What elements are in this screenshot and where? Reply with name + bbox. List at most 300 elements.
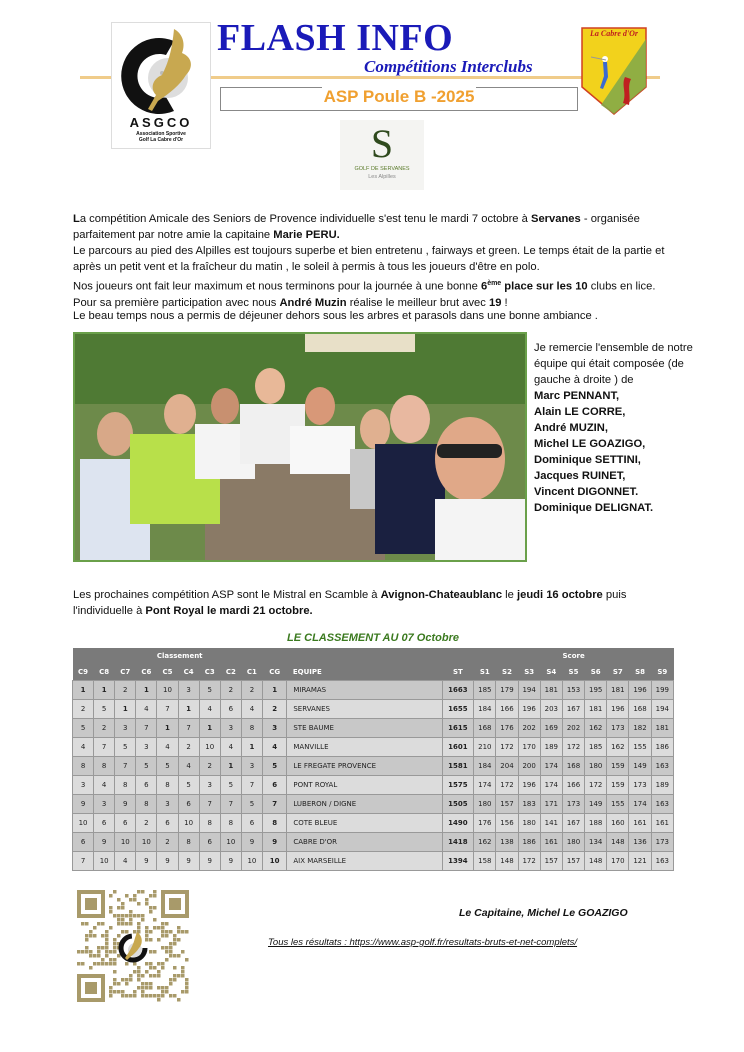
cell-round-rank: 6 (178, 795, 199, 814)
next-date-1: jeudi 16 octobre (516, 589, 603, 601)
team-thanks (534, 340, 709, 516)
cell-score: 186 (651, 738, 673, 757)
cell-score: 186 (518, 833, 540, 852)
cell-round-rank: 5 (115, 738, 136, 757)
table-row (73, 700, 674, 719)
cell-round-rank: 10 (157, 681, 178, 700)
cell-score: 172 (585, 776, 607, 795)
cell-overall-rank: 7 (262, 795, 286, 814)
next-text: le (502, 589, 517, 601)
ranking-table (72, 648, 674, 871)
cell-score: 210 (474, 738, 496, 757)
cell-round-rank: 10 (220, 833, 241, 852)
col-header-c1: C1 (241, 664, 262, 681)
col-header-c5: C5 (157, 664, 178, 681)
cell-round-rank: 3 (115, 719, 136, 738)
cell-round-rank: 9 (115, 795, 136, 814)
group-classement: Classement (73, 648, 287, 664)
cell-round-rank: 3 (157, 795, 178, 814)
player-name: Dominique DELIGNAT. (534, 502, 654, 514)
cell-round-rank: 1 (136, 681, 157, 700)
cell-total: 1418 (442, 833, 474, 852)
cell-team: LUBERON / DIGNE (287, 795, 442, 814)
captain-name: Marie PERU. (273, 229, 340, 241)
cell-score: 173 (651, 833, 673, 852)
cell-score: 181 (585, 700, 607, 719)
player-name: Alain LE CORRE, (534, 406, 626, 418)
cell-total: 1394 (442, 852, 474, 871)
qr-code[interactable] (77, 890, 189, 1002)
col-header-s4: S4 (540, 664, 562, 681)
cell-score: 162 (585, 719, 607, 738)
cell-score: 204 (496, 757, 518, 776)
cell-score: 138 (496, 833, 518, 852)
cell-team: LE FREGATE PROVENCE (287, 757, 442, 776)
cell-score: 184 (474, 700, 496, 719)
cell-score: 162 (607, 738, 629, 757)
col-header-s6: S6 (585, 664, 607, 681)
cell-round-rank: 3 (136, 738, 157, 757)
place-text: place sur les 10 (501, 280, 588, 293)
qr-code-icon (77, 890, 189, 1002)
intro-paragraph-4: Le beau temps nous a permis de déjeuner dehors sous les arbres et parasols dans une bonne ambiance . (73, 310, 598, 322)
group-spacer (287, 648, 474, 664)
col-header-c7: C7 (115, 664, 136, 681)
cell-round-rank: 8 (94, 757, 115, 776)
cell-team: MIRAMAS (287, 681, 442, 700)
cell-round-rank: 1 (94, 681, 115, 700)
cell-score: 176 (496, 719, 518, 738)
col-header-cg: CG (262, 664, 286, 681)
best-player: André Muzin (279, 296, 347, 309)
cell-round-rank: 3 (241, 757, 262, 776)
intro-paragraph-2: Le parcours au pied des Alpilles est toujours superbe et bien entretenu , fairways et green. Le temps était de la partie et après un petit vent et la fraîcheur du matin , le soleil à permis à tous les joueurs d'être en polo. (73, 245, 665, 273)
cell-round-rank: 8 (136, 795, 157, 814)
cell-score: 180 (562, 833, 584, 852)
cell-score: 180 (474, 795, 496, 814)
cell-round-rank: 6 (73, 833, 94, 852)
cell-round-rank: 8 (115, 776, 136, 795)
player-name: Jacques RUINET, (534, 470, 626, 482)
cell-score: 149 (585, 795, 607, 814)
cell-round-rank: 6 (220, 700, 241, 719)
col-header-total: ST (442, 664, 474, 681)
cell-round-rank: 2 (94, 719, 115, 738)
cell-round-rank: 9 (136, 852, 157, 871)
next-venue-1: Avignon-Chateaublanc (380, 589, 503, 601)
servanes-s-icon: S (370, 121, 394, 166)
captain-signature: Le Capitaine, Michel Le GOAZIGO (459, 907, 628, 919)
intro-paragraph-1 (73, 211, 673, 243)
table-row (73, 681, 674, 700)
drop-initial: L (73, 213, 80, 225)
cell-team: PONT ROYAL (287, 776, 442, 795)
cell-round-rank: 7 (178, 719, 199, 738)
cell-score: 172 (496, 738, 518, 757)
cell-round-rank: 1 (178, 700, 199, 719)
cell-round-rank: 2 (115, 681, 136, 700)
cell-score: 166 (562, 776, 584, 795)
cell-score: 167 (562, 700, 584, 719)
venue-name: Servanes (530, 213, 581, 225)
cell-round-rank: 6 (115, 814, 136, 833)
cell-score: 167 (562, 814, 584, 833)
cell-overall-rank: 8 (262, 814, 286, 833)
cell-round-rank: 2 (220, 681, 241, 700)
table-row (73, 814, 674, 833)
cell-round-rank: 10 (199, 738, 220, 757)
col-header-c6: C6 (136, 664, 157, 681)
col-header-s5: S5 (562, 664, 584, 681)
cell-round-rank: 4 (136, 700, 157, 719)
ranking-body (73, 681, 674, 871)
cell-score: 157 (562, 852, 584, 871)
cell-round-rank: 7 (241, 776, 262, 795)
cell-overall-rank: 9 (262, 833, 286, 852)
next-text: puis l'individuelle à (73, 589, 627, 617)
cell-score: 148 (496, 852, 518, 871)
cell-score: 168 (474, 719, 496, 738)
intro-paragraph-3 (73, 276, 673, 311)
cell-score: 176 (474, 814, 496, 833)
cell-round-rank: 5 (241, 795, 262, 814)
cell-round-rank: 9 (220, 852, 241, 871)
thanks-text: Je remercie l'ensemble de notre équipe qui était composée (de gauche à droite ) de (534, 342, 693, 386)
group-score: Score (474, 648, 674, 664)
cell-team: COTE BLEUE (287, 814, 442, 833)
cell-team: CABRE D'OR (287, 833, 442, 852)
cell-round-rank: 10 (73, 814, 94, 833)
cell-round-rank: 6 (94, 814, 115, 833)
cell-score: 157 (496, 795, 518, 814)
cell-score: 185 (585, 738, 607, 757)
cell-round-rank: 5 (94, 700, 115, 719)
cell-overall-rank: 1 (262, 681, 286, 700)
cell-round-rank: 5 (199, 681, 220, 700)
table-row (73, 795, 674, 814)
cell-score: 157 (540, 852, 562, 871)
cell-round-rank: 2 (157, 833, 178, 852)
cell-score: 169 (540, 719, 562, 738)
cell-score: 168 (562, 757, 584, 776)
intro-text: clubs en lice. Pour sa première participation avec nous (73, 280, 656, 309)
cell-total: 1490 (442, 814, 474, 833)
cell-score: 181 (651, 719, 673, 738)
cell-round-rank: 8 (199, 814, 220, 833)
cabre-dor-text: La Cabre d'Or (590, 29, 638, 38)
intro-text: a compétition Amicale des Seniors de Provence individuelle s'est tenu le mardi 7 octobre à (79, 213, 531, 225)
asgco-logo-text: ASGCO (129, 115, 193, 130)
cell-round-rank: 8 (220, 814, 241, 833)
cell-round-rank: 1 (199, 719, 220, 738)
column-header-row (73, 664, 674, 681)
cell-score: 155 (629, 738, 651, 757)
player-name: André MUZIN, (534, 422, 608, 434)
cell-score: 170 (518, 738, 540, 757)
cell-round-rank: 8 (73, 757, 94, 776)
cell-score: 180 (518, 814, 540, 833)
cell-score: 121 (629, 852, 651, 871)
cell-round-rank: 3 (220, 719, 241, 738)
results-link[interactable]: Tous les résultats : https://www.asp-golf.fr/resultats-bruts-et-net-complets/ (268, 937, 578, 948)
intro-text: ! (501, 296, 508, 309)
cell-score: 181 (540, 681, 562, 700)
col-header-s9: S9 (651, 664, 673, 681)
table-row (73, 757, 674, 776)
cell-score: 149 (629, 757, 651, 776)
cell-score: 202 (562, 719, 584, 738)
cell-round-rank: 10 (136, 833, 157, 852)
cell-round-rank: 4 (178, 757, 199, 776)
cell-team: AIX MARSEILLE (287, 852, 442, 871)
cell-round-rank: 4 (220, 738, 241, 757)
cell-score: 185 (474, 681, 496, 700)
cell-team: STE BAUME (287, 719, 442, 738)
cell-score: 174 (629, 795, 651, 814)
cell-round-rank: 7 (136, 719, 157, 738)
cell-round-rank: 9 (94, 833, 115, 852)
player-name: Michel LE GOAZIGO, (534, 438, 646, 450)
cell-score: 196 (518, 776, 540, 795)
servanes-logo (340, 120, 424, 190)
cell-score: 161 (540, 833, 562, 852)
table-row (73, 852, 674, 871)
cell-round-rank: 7 (115, 757, 136, 776)
cell-round-rank: 10 (94, 852, 115, 871)
cell-score: 179 (496, 681, 518, 700)
cell-score: 195 (585, 681, 607, 700)
cell-score: 155 (607, 795, 629, 814)
cell-score: 161 (651, 814, 673, 833)
col-header-c9: C9 (73, 664, 94, 681)
cell-round-rank: 3 (73, 776, 94, 795)
cell-score: 194 (651, 700, 673, 719)
cell-total: 1575 (442, 776, 474, 795)
cell-overall-rank: 3 (262, 719, 286, 738)
asgco-caption-1: Association Sportive (136, 131, 186, 137)
cell-round-rank: 2 (178, 738, 199, 757)
cell-round-rank: 10 (241, 852, 262, 871)
cell-round-rank: 1 (241, 738, 262, 757)
col-header-team: EQUIPE (287, 664, 442, 681)
cell-round-rank: 5 (73, 719, 94, 738)
cell-round-rank: 9 (199, 852, 220, 871)
player-name: Dominique SETTINI, (534, 454, 641, 466)
col-header-s3: S3 (518, 664, 540, 681)
cell-score: 199 (651, 681, 673, 700)
cell-total: 1505 (442, 795, 474, 814)
table-row (73, 776, 674, 795)
cell-round-rank: 6 (241, 814, 262, 833)
cell-score: 194 (518, 681, 540, 700)
cell-score: 159 (607, 776, 629, 795)
cell-round-rank: 1 (115, 700, 136, 719)
place-suffix: ème (487, 280, 502, 287)
player-name: Vincent DIGONNET. (534, 486, 639, 498)
cell-round-rank: 9 (73, 795, 94, 814)
cell-round-rank: 3 (199, 776, 220, 795)
cell-score: 153 (562, 681, 584, 700)
cell-total: 1581 (442, 757, 474, 776)
table-row (73, 738, 674, 757)
cell-score: 189 (651, 776, 673, 795)
cell-score: 202 (518, 719, 540, 738)
cell-score: 134 (585, 833, 607, 852)
col-header-s2: S2 (496, 664, 518, 681)
cell-team: SERVANES (287, 700, 442, 719)
page-title: FLASH INFO (217, 17, 454, 59)
cell-total: 1655 (442, 700, 474, 719)
cell-score: 172 (496, 776, 518, 795)
cell-score: 141 (540, 814, 562, 833)
asgco-caption-2: Golf La Cabre d'Or (138, 137, 184, 143)
cell-round-rank: 6 (136, 776, 157, 795)
cell-round-rank: 7 (73, 852, 94, 871)
cell-total: 1663 (442, 681, 474, 700)
cell-score: 174 (540, 757, 562, 776)
servanes-line1: GOLF DE SERVANES (354, 166, 410, 172)
player-name: Marc PENNANT, (534, 390, 620, 402)
cell-round-rank: 2 (136, 814, 157, 833)
cell-score: 163 (651, 757, 673, 776)
cell-score: 166 (496, 700, 518, 719)
cell-round-rank: 6 (199, 833, 220, 852)
cell-score: 168 (629, 700, 651, 719)
cell-round-rank: 3 (94, 795, 115, 814)
team-photo (73, 332, 527, 562)
cell-score: 196 (518, 700, 540, 719)
group-header-row (73, 648, 674, 664)
cell-score: 188 (585, 814, 607, 833)
intro-text: réalise le meilleur brut avec (346, 296, 489, 309)
cell-round-rank: 5 (136, 757, 157, 776)
next-venue-2: Pont Royal le mardi 21 octobre. (145, 605, 313, 617)
intro-text: Nos joueurs ont fait leur maximum et nous terminons pour la journée à une bonne (73, 280, 481, 293)
cell-round-rank: 9 (157, 852, 178, 871)
poule-label: ASP Poule B -2025 (323, 87, 475, 106)
cell-score: 172 (562, 738, 584, 757)
cell-score: 183 (518, 795, 540, 814)
cell-total: 1601 (442, 738, 474, 757)
cell-score: 136 (629, 833, 651, 852)
player-list (534, 388, 709, 516)
cell-overall-rank: 4 (262, 738, 286, 757)
cell-score: 160 (607, 814, 629, 833)
team-photo-image-icon (75, 334, 525, 560)
col-header-s1: S1 (474, 664, 496, 681)
cell-round-rank: 1 (73, 681, 94, 700)
cell-score: 158 (474, 852, 496, 871)
table-row (73, 719, 674, 738)
cell-score: 184 (474, 757, 496, 776)
cell-score: 189 (540, 738, 562, 757)
cell-score: 173 (562, 795, 584, 814)
cell-score: 196 (629, 681, 651, 700)
col-header-c4: C4 (178, 664, 199, 681)
cell-score: 163 (651, 795, 673, 814)
cell-score: 182 (629, 719, 651, 738)
cell-round-rank: 4 (157, 738, 178, 757)
cell-round-rank: 5 (178, 776, 199, 795)
col-header-s7: S7 (607, 664, 629, 681)
cell-round-rank: 7 (199, 795, 220, 814)
cell-score: 173 (607, 719, 629, 738)
cell-score: 159 (607, 757, 629, 776)
cell-round-rank: 2 (199, 757, 220, 776)
col-header-c8: C8 (94, 664, 115, 681)
best-score: 19 (488, 296, 502, 309)
cell-round-rank: 9 (241, 833, 262, 852)
cell-score: 161 (629, 814, 651, 833)
cell-score: 163 (651, 852, 673, 871)
cell-round-rank: 8 (241, 719, 262, 738)
col-header-c2: C2 (220, 664, 241, 681)
cell-round-rank: 2 (241, 681, 262, 700)
place-number: 6 (480, 280, 488, 293)
cell-score: 162 (474, 833, 496, 852)
cell-score: 148 (585, 852, 607, 871)
cell-score: 203 (540, 700, 562, 719)
cell-round-rank: 7 (220, 795, 241, 814)
cell-score: 181 (607, 681, 629, 700)
cell-round-rank: 4 (115, 852, 136, 871)
cell-round-rank: 4 (94, 776, 115, 795)
asgco-logo (111, 22, 211, 149)
cell-round-rank: 4 (241, 700, 262, 719)
cell-round-rank: 1 (157, 719, 178, 738)
cell-round-rank: 5 (220, 776, 241, 795)
cell-round-rank: 7 (94, 738, 115, 757)
cell-score: 172 (518, 852, 540, 871)
page-subtitle: Compétitions Interclubs (364, 57, 533, 76)
cell-round-rank: 10 (178, 814, 199, 833)
cell-score: 174 (474, 776, 496, 795)
cell-overall-rank: 5 (262, 757, 286, 776)
cell-round-rank: 9 (178, 852, 199, 871)
cell-score: 180 (585, 757, 607, 776)
cell-overall-rank: 10 (262, 852, 286, 871)
cabre-dor-shield-icon (581, 27, 647, 115)
next-competitions (73, 587, 673, 619)
cell-overall-rank: 6 (262, 776, 286, 795)
cell-team: MANVILLE (287, 738, 442, 757)
cell-round-rank: 2 (73, 700, 94, 719)
cell-score: 171 (540, 795, 562, 814)
cell-total: 1615 (442, 719, 474, 738)
cell-round-rank: 4 (199, 700, 220, 719)
col-header-c3: C3 (199, 664, 220, 681)
cell-score: 170 (607, 852, 629, 871)
cell-overall-rank: 2 (262, 700, 286, 719)
cell-round-rank: 4 (73, 738, 94, 757)
cell-round-rank: 7 (157, 700, 178, 719)
cell-round-rank: 8 (157, 776, 178, 795)
cell-round-rank: 10 (115, 833, 136, 852)
cell-round-rank: 5 (157, 757, 178, 776)
cell-score: 174 (540, 776, 562, 795)
cell-round-rank: 8 (178, 833, 199, 852)
table-row (73, 833, 674, 852)
cabre-dor-logo (581, 27, 647, 115)
cell-round-rank: 1 (220, 757, 241, 776)
next-text: Les prochaines compétition ASP sont le Mistral en Scamble à (73, 589, 381, 601)
cell-round-rank: 6 (157, 814, 178, 833)
cell-score: 148 (607, 833, 629, 852)
classement-title: LE CLASSEMENT AU 07 Octobre (287, 632, 459, 644)
cell-score: 196 (607, 700, 629, 719)
cell-score: 200 (518, 757, 540, 776)
intro-text: - organisée parfaitement par notre amie la capitaine (73, 213, 640, 241)
